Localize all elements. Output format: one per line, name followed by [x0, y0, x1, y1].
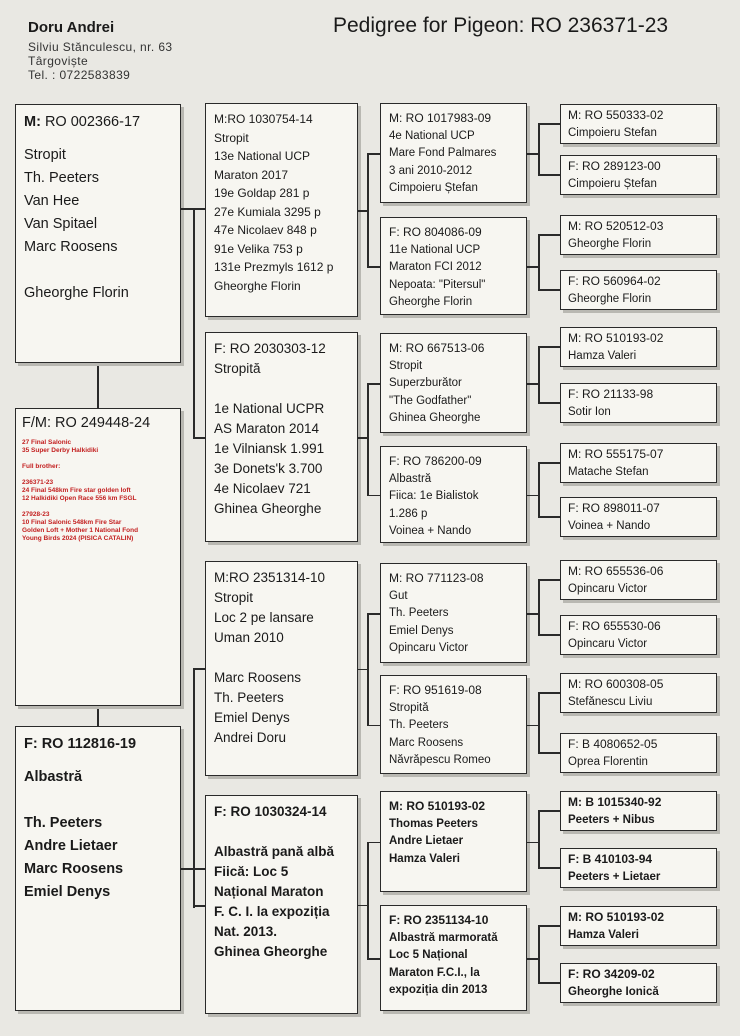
gen4-box-line: Opincaru Victor: [568, 638, 648, 650]
gen4-box-line: Cimpoieru Ștefan: [568, 178, 657, 190]
sire-line: Van Hee: [24, 193, 80, 209]
gen4-box: [560, 963, 717, 1003]
gen3-box-line: Gut: [389, 589, 408, 602]
subject-note: Golden Loft + Mother 1 National Fond: [22, 527, 139, 534]
connector-g3-g4: [538, 234, 560, 236]
dam-lines: [24, 766, 172, 904]
connector-g3-g4: [538, 692, 540, 752]
gen3-box-line: 11e National UCP: [389, 243, 481, 256]
gen4-box: [560, 215, 717, 255]
gen2-box-line: Ghinea Gheorghe: [214, 944, 328, 959]
gen2-box-line: 131e Prezmyls 1612 p: [214, 260, 334, 274]
sire-line: Marc Roosens: [24, 239, 118, 255]
connector-g1-g2: [193, 668, 195, 908]
gen3-box-line: Fiica: 1e Bialistok: [389, 490, 479, 502]
connector-g1-g2: [193, 668, 205, 670]
gen2-box-line: Nat. 2013.: [214, 924, 278, 939]
gen2-box-line: Ghinea Gheorghe: [214, 501, 322, 516]
connector-g2-g3: [367, 266, 380, 268]
subject-note: [22, 503, 174, 511]
connector-g3-g4: [538, 234, 540, 289]
gen4-box: [560, 270, 717, 310]
connector-g3-g4: [538, 462, 560, 464]
sire-line: [24, 259, 172, 282]
subject-note: Young Birds 2024 (PISICA CATALIN): [22, 535, 134, 542]
gen4-box: [560, 155, 717, 195]
gen2-box-line: Stropit: [214, 590, 254, 605]
connector-g3-g4: [538, 982, 560, 984]
gen3-box-line: Andre Lietaer: [389, 835, 464, 847]
gen4-box: [560, 104, 717, 144]
gen4-box-line: Peeters + Nibus: [568, 814, 655, 826]
subject-note: 27928-23: [22, 511, 50, 518]
gen4-box: [560, 673, 717, 713]
connector-g1-g2: [193, 437, 205, 439]
gen4-box-id: F: RO 21133-98: [568, 387, 654, 401]
gen3-box-id: F: RO 2351134-10: [389, 913, 489, 927]
dam-id: F: RO 112816-19: [24, 736, 137, 752]
gen4-box-id: M: RO 550333-02: [568, 108, 664, 122]
subject-note: Full brother:: [22, 463, 61, 470]
gen2-box-line: [214, 379, 349, 399]
connector-g2-g3: [367, 725, 380, 727]
gen2-box-line: 3e Donets'k 3.700: [214, 461, 323, 476]
owner-name: Doru Andrei: [28, 19, 115, 36]
gen4-box-line: Peeters + Lietaer: [568, 871, 661, 883]
connector-g1-g2: [193, 905, 205, 907]
gen2-box-line: Th. Peeters: [214, 690, 284, 705]
gen4-box-id: F: RO 655530-06: [568, 619, 661, 633]
connector-g3-g4: [538, 692, 560, 694]
gen3-box-id: F: RO 804086-09: [389, 225, 482, 239]
gen3-box: [380, 905, 527, 1011]
gen2-box-id: M:RO 2351314-10: [214, 570, 326, 585]
gen2-box-line: Național Maraton: [214, 884, 324, 899]
gen4-box-id: M: RO 600308-05: [568, 677, 664, 691]
gen3-box-line: Nepoata: "Pitersul": [389, 278, 486, 291]
gen4-box-id: F: RO 560964-02: [568, 274, 661, 288]
gen3-box-line: Emiel Denys: [389, 624, 454, 637]
gen4-box-id: M: RO 655536-06: [568, 564, 664, 578]
owner-city: Târgoviște: [28, 54, 89, 68]
gen3-box-id: F: RO 951619-08: [389, 683, 482, 697]
gen2-box-line: Loc 2 pe lansare: [214, 610, 314, 625]
gen3-box: [380, 675, 527, 774]
connector-g3-g4: [538, 123, 560, 125]
gen4-box-id: F: RO 898011-07: [568, 501, 660, 515]
connector-g3-g4: [538, 346, 560, 348]
gen4-box-line: Gheorghe Ionică: [568, 986, 659, 998]
dam-line: Emiel Denys: [24, 884, 111, 900]
gen4-box: [560, 733, 717, 773]
connector-g3-g4: [538, 289, 560, 291]
subject-note: 24 Final 548km Fire star golden loft: [22, 487, 131, 494]
gen2-box-line: AS Maraton 2014: [214, 421, 320, 436]
gen4-box-line: Voinea + Nando: [568, 520, 651, 532]
gen2-box-line: [214, 822, 349, 842]
gen2-box-line: Maraton 2017: [214, 167, 289, 182]
connector-g3-g4: [538, 867, 560, 869]
sire-id: M: RO 002366-17: [24, 114, 141, 130]
connector-g2-g3: [367, 613, 369, 725]
gen3-box-line: Marc Roosens: [389, 736, 464, 749]
gen2-box-line: Uman 2010: [214, 630, 284, 645]
dam-connector: [97, 706, 99, 726]
gen3-box-id: M: RO 1017983-09: [389, 111, 492, 125]
subject-note: [22, 455, 174, 463]
gen3-box-line: 4e National UCP: [389, 129, 475, 142]
dam-box: [15, 726, 181, 1011]
gen2-box-line: Marc Roosens: [214, 670, 302, 685]
connector-g3-g4: [538, 123, 540, 174]
connector-g3-g4: [538, 634, 560, 636]
gen3-box: [380, 446, 527, 543]
sire-line: Van Spitael: [24, 216, 98, 232]
gen2-box: [205, 795, 358, 1014]
gen3-box-line: Cimpoieru Ștefan: [389, 182, 478, 194]
connector-g3-g4: [538, 810, 540, 867]
gen4-box: [560, 560, 717, 600]
gen4-box-line: Gheorghe Florin: [568, 293, 652, 305]
gen3-box-line: Maraton F.C.I., la: [389, 966, 480, 979]
gen3-box-line: Superzburător: [389, 377, 462, 389]
owner-phone: Tel. : 0722583839: [28, 68, 131, 82]
gen3-box-line: Maraton FCI 2012: [389, 261, 482, 273]
sire-line: Th. Peeters: [24, 170, 99, 186]
gen4-box: [560, 791, 717, 831]
gen3-box: [380, 791, 527, 892]
gen2-box-line: [214, 648, 349, 668]
sire-lines: [24, 144, 172, 305]
gen3-box-id: F: RO 786200-09: [389, 454, 482, 468]
subject-note: 10 Final Salonic 548km Fire Star: [22, 519, 122, 526]
gen2-box-line: 13e National UCP: [214, 149, 311, 163]
gen2-box-line: 91e Velika 753 p: [214, 241, 303, 256]
connector-g2-g3: [367, 842, 369, 959]
gen4-box: [560, 383, 717, 423]
gen3-box-line: Albastră marmorată: [389, 931, 498, 944]
connector-g3-g4: [538, 752, 560, 754]
gen2-box-line: 1e National UCPR: [214, 401, 325, 416]
connector-g2-g3: [367, 842, 380, 844]
gen2-box-line: Andrei Doru: [214, 730, 287, 745]
subject-note: 236371-23: [22, 479, 54, 486]
gen2-box-line: Stropit: [214, 130, 249, 145]
connector-g3-g4: [538, 402, 560, 404]
gen3-box-line: Albastră: [389, 472, 432, 485]
dam-line: Albastră: [24, 769, 83, 785]
gen2-box-id: F: RO 2030303-12: [214, 341, 326, 356]
gen3-box-line: Stropit: [389, 359, 423, 372]
gen4-box-line: Hamza Valeri: [568, 929, 639, 941]
subject-notes: [22, 439, 174, 543]
gen2-box-line: 47e Nicolaev 848 p: [214, 223, 317, 237]
gen4-box: [560, 497, 717, 537]
connector-g3-g4: [538, 925, 560, 927]
connector-g3-g4: [538, 346, 540, 402]
dam-line: Th. Peeters: [24, 815, 103, 831]
gen3-box-line: Ghinea Gheorghe: [389, 412, 481, 424]
gen4-box-id: F: B 410103-94: [568, 852, 653, 866]
gen3-box-line: "The Godfather": [389, 394, 472, 407]
gen2-box-line: 27e Kumiala 3295 p: [214, 204, 321, 219]
gen4-box-id: F: RO 34209-02: [568, 967, 655, 981]
gen2-box-id: F: RO 1030324-14: [214, 804, 327, 819]
gen3-box: [380, 103, 527, 203]
gen4-box-line: Sotir Ion: [568, 406, 611, 418]
gen2-box: [205, 561, 358, 776]
connector-g2-g3: [367, 383, 380, 385]
gen3-box-line: 3 ani 2010-2012: [389, 164, 473, 177]
gen2-box-line: Stropită: [214, 361, 261, 376]
gen3-box-line: Năvrăpescu Romeo: [389, 754, 491, 766]
gen4-box-id: F: B 4080652-05: [568, 737, 658, 751]
gen2-box-line: Gheorghe Florin: [214, 278, 301, 293]
subject-id: F/M: RO 249448-24: [22, 415, 151, 431]
gen2-box-line: Fiică: Loc 5: [214, 864, 289, 879]
connector-g2-g3: [367, 153, 369, 266]
gen3-box-line: Gheorghe Florin: [389, 296, 473, 308]
dam-line: [24, 789, 172, 812]
connector-g2-g3: [367, 613, 380, 615]
connector-g3-g4: [538, 925, 540, 982]
gen2-box-line: F. C. I. la expoziția: [214, 904, 330, 919]
gen4-box-line: Hamza Valeri: [568, 350, 637, 362]
connector-g1-g2: [193, 208, 195, 438]
subject-note: 35 Super Derby Halkidiki: [22, 447, 99, 454]
connector-g3-g4: [538, 516, 560, 518]
gen4-box-id: M: B 1015340-92: [568, 795, 662, 809]
subject-note: 27 Final Salonic: [22, 439, 72, 446]
gen2-box-line: 4e Nicolaev 721: [214, 481, 311, 496]
dam-line: Marc Roosens: [24, 861, 124, 877]
connector-g3-g4: [538, 579, 540, 634]
subject-box: [15, 408, 181, 706]
dam-line: Andre Lietaer: [24, 838, 118, 854]
gen3-box-line: Loc 5 Național: [389, 949, 468, 961]
gen4-box-line: Matache Stefan: [568, 466, 649, 478]
owner-street: Silviu Stănculescu, nr. 63: [28, 40, 173, 54]
sire-id-text: RO 002366-17: [44, 114, 141, 130]
gen3-box-line: Opincaru Victor: [389, 642, 469, 654]
gen2-box-id: M:RO 1030754-14: [214, 112, 313, 126]
gen3-box-id: M: RO 667513-06: [389, 341, 485, 355]
gen2-box-line: Albastră pană albă: [214, 844, 335, 859]
connector-g3-g4: [538, 174, 560, 176]
gen3-box-line: Mare Fond Palmares: [389, 147, 497, 159]
connector-g3-g4: [538, 462, 540, 516]
connector-g3-g4: [538, 579, 560, 581]
gen3-box-id: M: RO 510193-02: [389, 799, 486, 813]
sire-box: [15, 104, 181, 363]
gen3-box-line: Th. Peeters: [389, 719, 449, 731]
connector-g2-g3: [367, 495, 380, 497]
gen4-box-id: M: RO 510193-02: [568, 331, 664, 345]
gen4-box-line: Opincaru Victor: [568, 583, 648, 595]
sire-connector: [97, 363, 99, 408]
gen2-box: [205, 332, 358, 542]
connector-g2-g3: [367, 153, 380, 155]
gen4-box-line: Stefănescu Liviu: [568, 696, 653, 708]
gen3-box-line: Hamza Valeri: [389, 852, 460, 865]
gen2-box-line: Emiel Denys: [214, 710, 290, 725]
gen4-box: [560, 848, 717, 888]
sire-line: Gheorghe Florin: [24, 285, 129, 301]
gen3-box-line: Thomas Peeters: [389, 817, 478, 830]
gen3-box-line: Th. Peeters: [389, 607, 449, 619]
connector-g2-g3: [367, 958, 380, 960]
gen4-box-id: F: RO 289123-00: [568, 159, 661, 173]
gen4-box-id: M: RO 555175-07: [568, 447, 664, 461]
gen4-box-line: Oprea Florentin: [568, 756, 648, 768]
gen3-box: [380, 333, 527, 433]
gen3-box-line: Voinea + Nando: [389, 525, 472, 537]
gen4-box: [560, 443, 717, 483]
gen3-box: [380, 217, 527, 315]
connector-g2-g3: [367, 383, 369, 495]
gen4-box: [560, 906, 717, 946]
gen2-box: [205, 103, 358, 317]
gen4-box: [560, 615, 717, 655]
gen3-box-line: 1.286 p: [389, 507, 428, 520]
gen4-box-id: M: RO 510193-02: [568, 910, 665, 924]
gen3-box-id: M: RO 771123-08: [389, 571, 484, 585]
gen3-box-line: Stropită: [389, 701, 429, 714]
gen4-box: [560, 327, 717, 367]
subject-note: [22, 471, 174, 479]
sire-line: Stropit: [24, 147, 66, 163]
gen4-box-line: Cimpoieru Stefan: [568, 127, 657, 139]
gen3-box: [380, 563, 527, 663]
gen2-box-line: 1e Vilniansk 1.991: [214, 441, 325, 456]
subject-note: 12 Halkidiki Open Race 556 km FSGL: [22, 495, 137, 502]
connector-g3-g4: [538, 810, 560, 812]
page-title: Pedigree for Pigeon: RO 236371-23: [333, 14, 669, 37]
gen3-box-line: expoziția din 2013: [389, 984, 488, 996]
gen2-box-line: 19e Goldap 281 p: [214, 186, 310, 200]
gen4-box-line: Gheorghe Florin: [568, 238, 652, 250]
gen4-box-id: M: RO 520512-03: [568, 219, 664, 233]
